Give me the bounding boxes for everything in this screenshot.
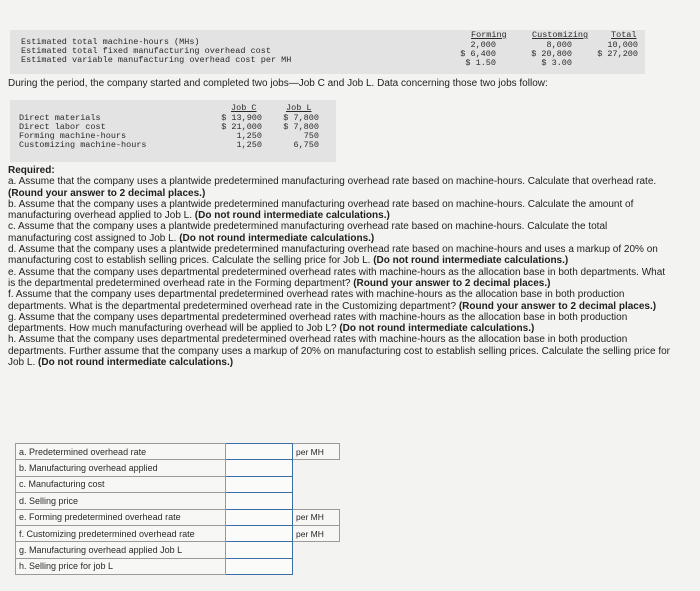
answer-unit: per MH: [293, 525, 340, 541]
answer-label: e. Forming predetermined overhead rate: [16, 509, 226, 525]
total-fixed: $ 27,200: [597, 49, 638, 59]
header-job-c: Job C: [231, 103, 257, 113]
job-label-dl: Direct labor cost: [19, 122, 106, 132]
answer-row-b: [16, 460, 340, 476]
answer-row-c: [16, 476, 340, 492]
job-l-customizing: 6,750: [293, 140, 319, 150]
answer-label: d. Selling price: [16, 493, 226, 509]
header-forming: Forming: [471, 30, 507, 40]
job-label-forming: Forming machine-hours: [19, 131, 127, 141]
answer-input-a[interactable]: [226, 444, 293, 460]
forming-mhs: 2,000: [470, 40, 496, 50]
total-mhs: 10,000: [607, 40, 638, 50]
answer-label: g. Manufacturing overhead applied Job L: [16, 542, 226, 558]
answer-row-a: [16, 444, 340, 460]
required-h: h. Assume that the company uses departmental predetermined overhead rates with machine-hours as the allocation base in both production departments. Further assume that the company uses a markup of 20% on manufacturing cost to establish selling prices. Calculate the selling price for Job L. (Do not round intermediate calculations.): [8, 334, 671, 369]
job-label-dm: Direct materials: [19, 113, 101, 123]
required-a: a. Assume that the company uses a plantwide predetermined manufacturing overhead rate based on machine-hours. Calculate that overhead rate. (Round your answer to 2 decimal places.): [8, 176, 657, 199]
required-f: f. Assume that the company uses departmental predetermined overhead rates with machine-hours as the allocation base in both production departments. What is the departmental predetermined overhead rate in the Customizing department? (Round your answer to 2 decimal places.): [8, 289, 657, 312]
header-total: Total: [611, 30, 637, 40]
answer-input-d[interactable]: [226, 493, 293, 509]
answer-input-c[interactable]: [226, 476, 293, 492]
estimate-label-fixed: Estimated total fixed manufacturing overhead cost: [21, 46, 271, 56]
header-customizing: Customizing: [532, 30, 589, 40]
answer-input-b[interactable]: [226, 460, 293, 476]
answer-unit: [293, 542, 340, 558]
estimate-label-variable: Estimated variable manufacturing overhead cost per MH: [21, 55, 292, 65]
answer-row-h: [16, 558, 340, 574]
answer-row-f: [16, 525, 340, 541]
customizing-mhs: 8,000: [546, 40, 572, 50]
answer-table: [15, 443, 340, 575]
answer-input-g[interactable]: [226, 542, 293, 558]
job-c-forming: 1,250: [236, 131, 262, 141]
job-label-customizing: Customizing machine-hours: [19, 140, 147, 150]
required-c: c. Assume that the company uses a plantwide predetermined manufacturing overhead rate based on machine-hours. Calculate the total manufacturing cost assigned to Job L. (Do not round intermediate calculations.): [8, 221, 608, 244]
customizing-variable: $ 3.00: [541, 58, 572, 68]
intro-text: During the period, the company started and completed two jobs—Job C and Job L. Data concerning those two jobs follow:: [8, 78, 548, 89]
forming-variable: $ 1.50: [465, 58, 496, 68]
answer-row-e: [16, 509, 340, 525]
required-g: g. Assume that the company uses departmental predetermined overhead rates with machine-hours as the allocation base in both production departments. How much manufacturing overhead will be applied to Job L? (Do not round intermediate calculations.): [8, 311, 628, 335]
job-c-customizing: 1,250: [236, 140, 262, 150]
answer-label: c. Manufacturing cost: [16, 476, 226, 492]
answer-row-g: [16, 542, 340, 558]
job-l-forming: 750: [303, 131, 319, 141]
header-job-l: Job L: [286, 103, 312, 113]
forming-fixed: $ 6,400: [460, 49, 496, 59]
required-b: b. Assume that the company uses a plantwide predetermined manufacturing overhead rate based on machine-hours. Calculate the amount of manufacturing overhead applied to Job L. (Do not round intermediate calculations.): [8, 198, 634, 222]
answer-input-e[interactable]: [226, 509, 293, 525]
customizing-fixed: $ 20,800: [531, 49, 572, 59]
answer-label: f. Customizing predetermined overhead rate: [16, 525, 226, 541]
estimate-label-mhs: Estimated total machine-hours (MHs): [21, 37, 200, 47]
required-section: [8, 165, 672, 368]
answer-unit: per MH: [293, 444, 340, 460]
answer-row-d: [16, 493, 340, 509]
required-title: Required:: [8, 165, 55, 176]
answer-label: h. Selling price for job L: [16, 558, 226, 574]
answer-unit: [293, 493, 340, 509]
answer-input-f[interactable]: [226, 525, 293, 541]
job-c-dm: $ 13,900: [221, 113, 262, 123]
job-l-dl: $ 7,800: [283, 122, 319, 132]
answer-unit: [293, 476, 340, 492]
required-e: e. Assume that the company uses departmental predetermined overhead rates with machine-hours as the allocation base in both departments. What is the departmental predetermined overhead rate in the Forming department? (Round your answer to 2 decimal places.): [8, 266, 666, 289]
answer-unit: per MH: [293, 509, 340, 525]
required-d: d. Assume that the company uses a plantwide predetermined manufacturing overhead rate based on machine-hours and uses a markup of 20% on manufacturing cost to establish selling prices. Calculate the selling price for Job L. (Do not round intermediate calculations.): [8, 244, 658, 267]
job-l-dm: $ 7,800: [283, 113, 319, 123]
answer-input-h[interactable]: [226, 558, 293, 574]
answer-unit: [293, 460, 340, 476]
answer-unit: [293, 558, 340, 574]
answer-label: b. Manufacturing overhead applied: [16, 460, 226, 476]
job-c-dl: $ 21,000: [221, 122, 262, 132]
answer-label: a. Predetermined overhead rate: [16, 444, 226, 460]
